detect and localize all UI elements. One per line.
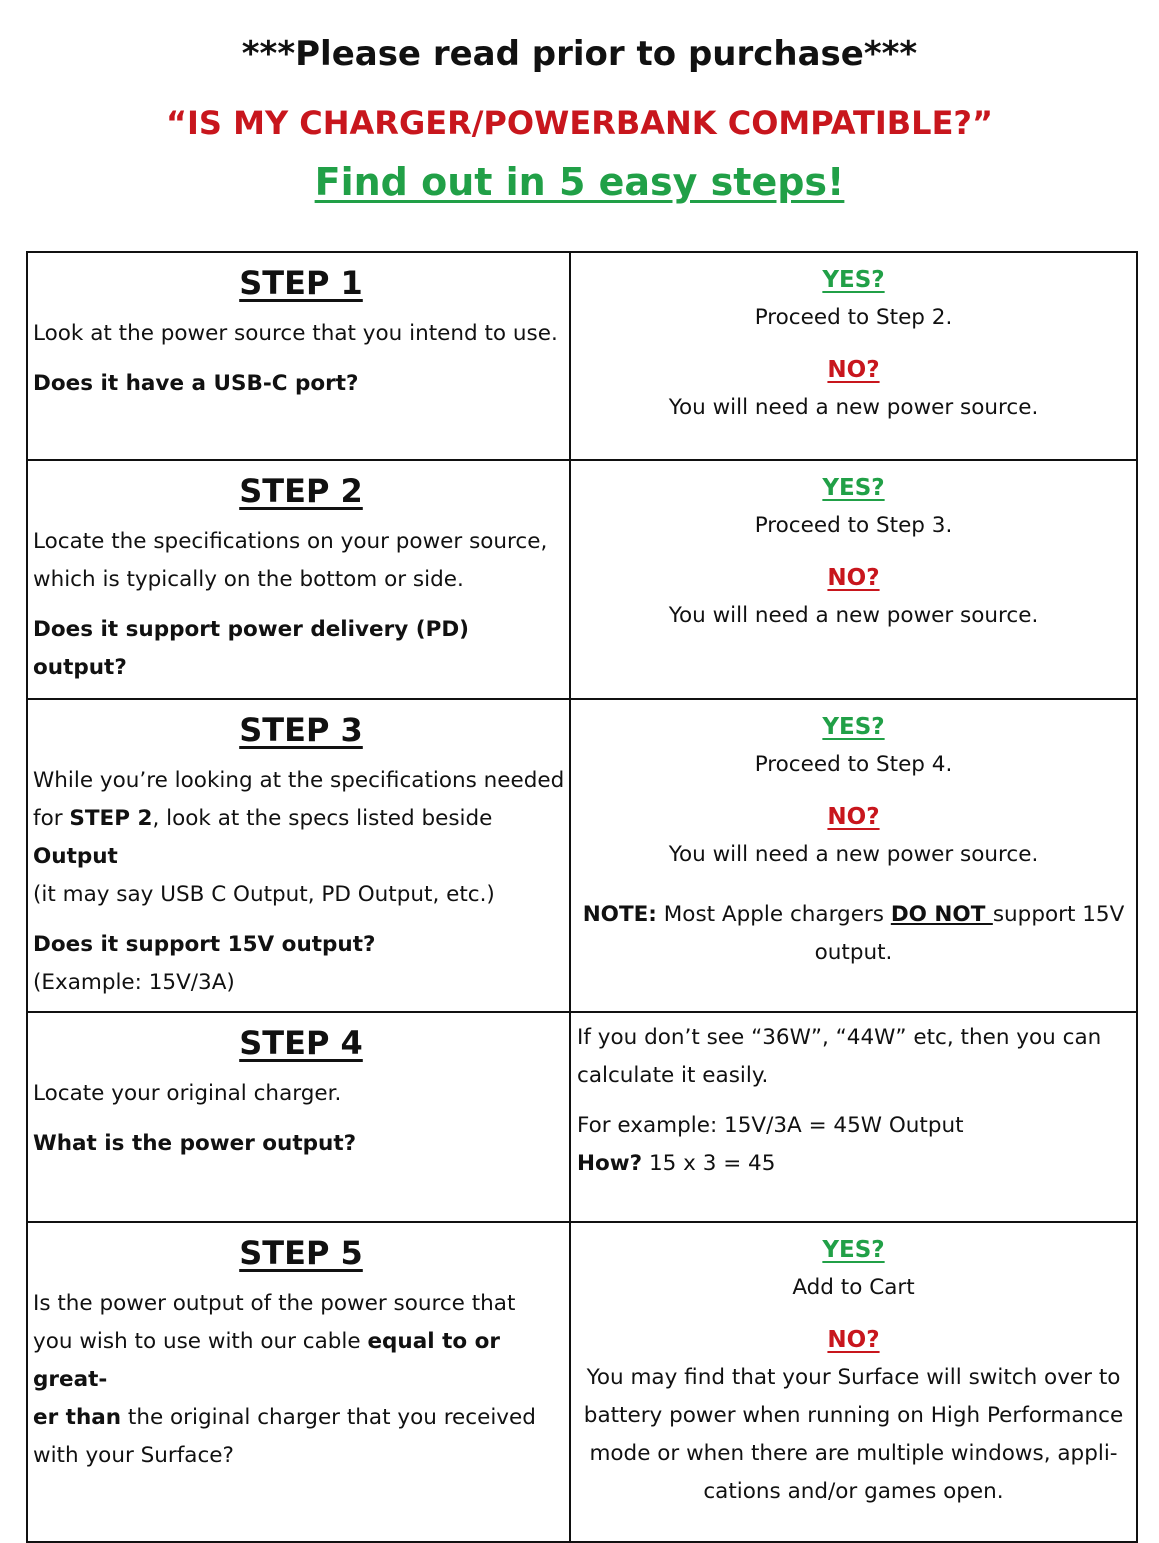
- step-1-answers: [570, 252, 1137, 460]
- step-3-answers: [570, 699, 1137, 1012]
- step-3-text-line1: While you’re looking at the specifications needed: [33, 768, 565, 793]
- step-4-how: How? 15 x 3 = 45: [577, 1151, 776, 1176]
- step-3-title: STEP 3: [239, 711, 363, 749]
- step-1-yes-label: YES?: [822, 267, 885, 293]
- header-notice: ***Please read prior to purchase***: [241, 34, 918, 74]
- step-1-no-text: You will need a new power source.: [668, 395, 1039, 420]
- step-2-text-line1: Locate the specifications on your power source,: [33, 529, 548, 554]
- step-2-title: STEP 2: [239, 472, 363, 510]
- step-4-instructions: [27, 1012, 570, 1222]
- step-1-title: STEP 1: [239, 264, 363, 302]
- step-4-question: What is the power output?: [33, 1131, 357, 1156]
- step-5-no-line3: mode or when there are multiple windows, appli-: [589, 1441, 1118, 1466]
- step-1-text: Look at the power source that you intend to use.: [33, 321, 558, 346]
- step-2-instructions: [27, 460, 570, 699]
- step-2-question: Does it support power delivery (PD) output?: [33, 617, 469, 680]
- steps-table: [26, 251, 1138, 1543]
- step-row-1: [27, 252, 1137, 460]
- step-5-no-line2: battery power when running on High Performance: [583, 1403, 1124, 1428]
- step-5-yes-label: YES?: [822, 1237, 885, 1263]
- step-4-explanation: [570, 1012, 1137, 1222]
- step-2-answers: [570, 460, 1137, 699]
- step-1-instructions: [27, 252, 570, 460]
- step-2-text-line2: which is typically on the bottom or side.: [33, 567, 464, 592]
- header-subtitle: Find out in 5 easy steps!: [314, 160, 845, 204]
- step-2-no-text: You will need a new power source.: [668, 603, 1039, 628]
- step-row-5: [27, 1222, 1137, 1542]
- step-3-yes-label: YES?: [822, 714, 885, 740]
- header-question: “IS MY CHARGER/POWERBANK COMPATIBLE?”: [165, 104, 994, 142]
- step-3-text-line3: (it may say USB C Output, PD Output, etc.): [33, 882, 495, 907]
- step-2-no-label: NO?: [827, 565, 880, 591]
- step-row-3: [27, 699, 1137, 1012]
- step-3-note-line2: output.: [814, 940, 893, 965]
- step-4-info-line1: If you don’t see “36W”, “44W” etc, then you can: [577, 1025, 1102, 1050]
- step-2-yes-text: Proceed to Step 3.: [754, 513, 953, 538]
- step-5-no-line4: cations and/or games open.: [703, 1479, 1004, 1504]
- step-row-2: [27, 460, 1137, 699]
- step-3-text-line2: for STEP 2, look at the specs listed beside Output: [33, 806, 493, 869]
- step-3-example: (Example: 15V/3A): [33, 970, 235, 995]
- step-3-no-text: You will need a new power source.: [668, 842, 1039, 867]
- step-5-instructions: [27, 1222, 570, 1542]
- step-5-yes-text: Add to Cart: [792, 1275, 915, 1300]
- step-5-title: STEP 5: [239, 1234, 363, 1272]
- step-1-no-label: NO?: [827, 357, 880, 383]
- step-5-text-line2: you wish to use with our cable equal to or great-: [33, 1329, 501, 1392]
- step-4-text: Locate your original charger.: [33, 1081, 342, 1106]
- step-1-question: Does it have a USB-C port?: [33, 371, 359, 396]
- step-3-instructions: [27, 699, 570, 1012]
- step-5-answers: [570, 1222, 1137, 1542]
- step-3-yes-text: Proceed to Step 4.: [754, 752, 953, 777]
- step-5-text-line1: Is the power output of the power source that: [33, 1291, 516, 1316]
- step-2-yes-label: YES?: [822, 475, 885, 501]
- step-3-note: NOTE: Most Apple chargers DO NOT support 15V: [582, 902, 1125, 927]
- step-row-4: [27, 1012, 1137, 1222]
- step-1-yes-text: Proceed to Step 2.: [754, 305, 953, 330]
- step-4-info-line2: calculate it easily.: [577, 1063, 769, 1088]
- step-4-example: For example: 15V/3A = 45W Output: [577, 1113, 964, 1138]
- step-4-title: STEP 4: [239, 1024, 363, 1062]
- step-3-question: Does it support 15V output?: [33, 932, 376, 957]
- step-5-text-line3: er than the original charger that you received: [33, 1405, 536, 1430]
- step-5-no-line1: You may find that your Surface will switch over to: [586, 1365, 1121, 1390]
- step-3-no-label: NO?: [827, 804, 880, 830]
- step-5-no-label: NO?: [827, 1327, 880, 1353]
- step-5-text-line4: with your Surface?: [33, 1443, 234, 1468]
